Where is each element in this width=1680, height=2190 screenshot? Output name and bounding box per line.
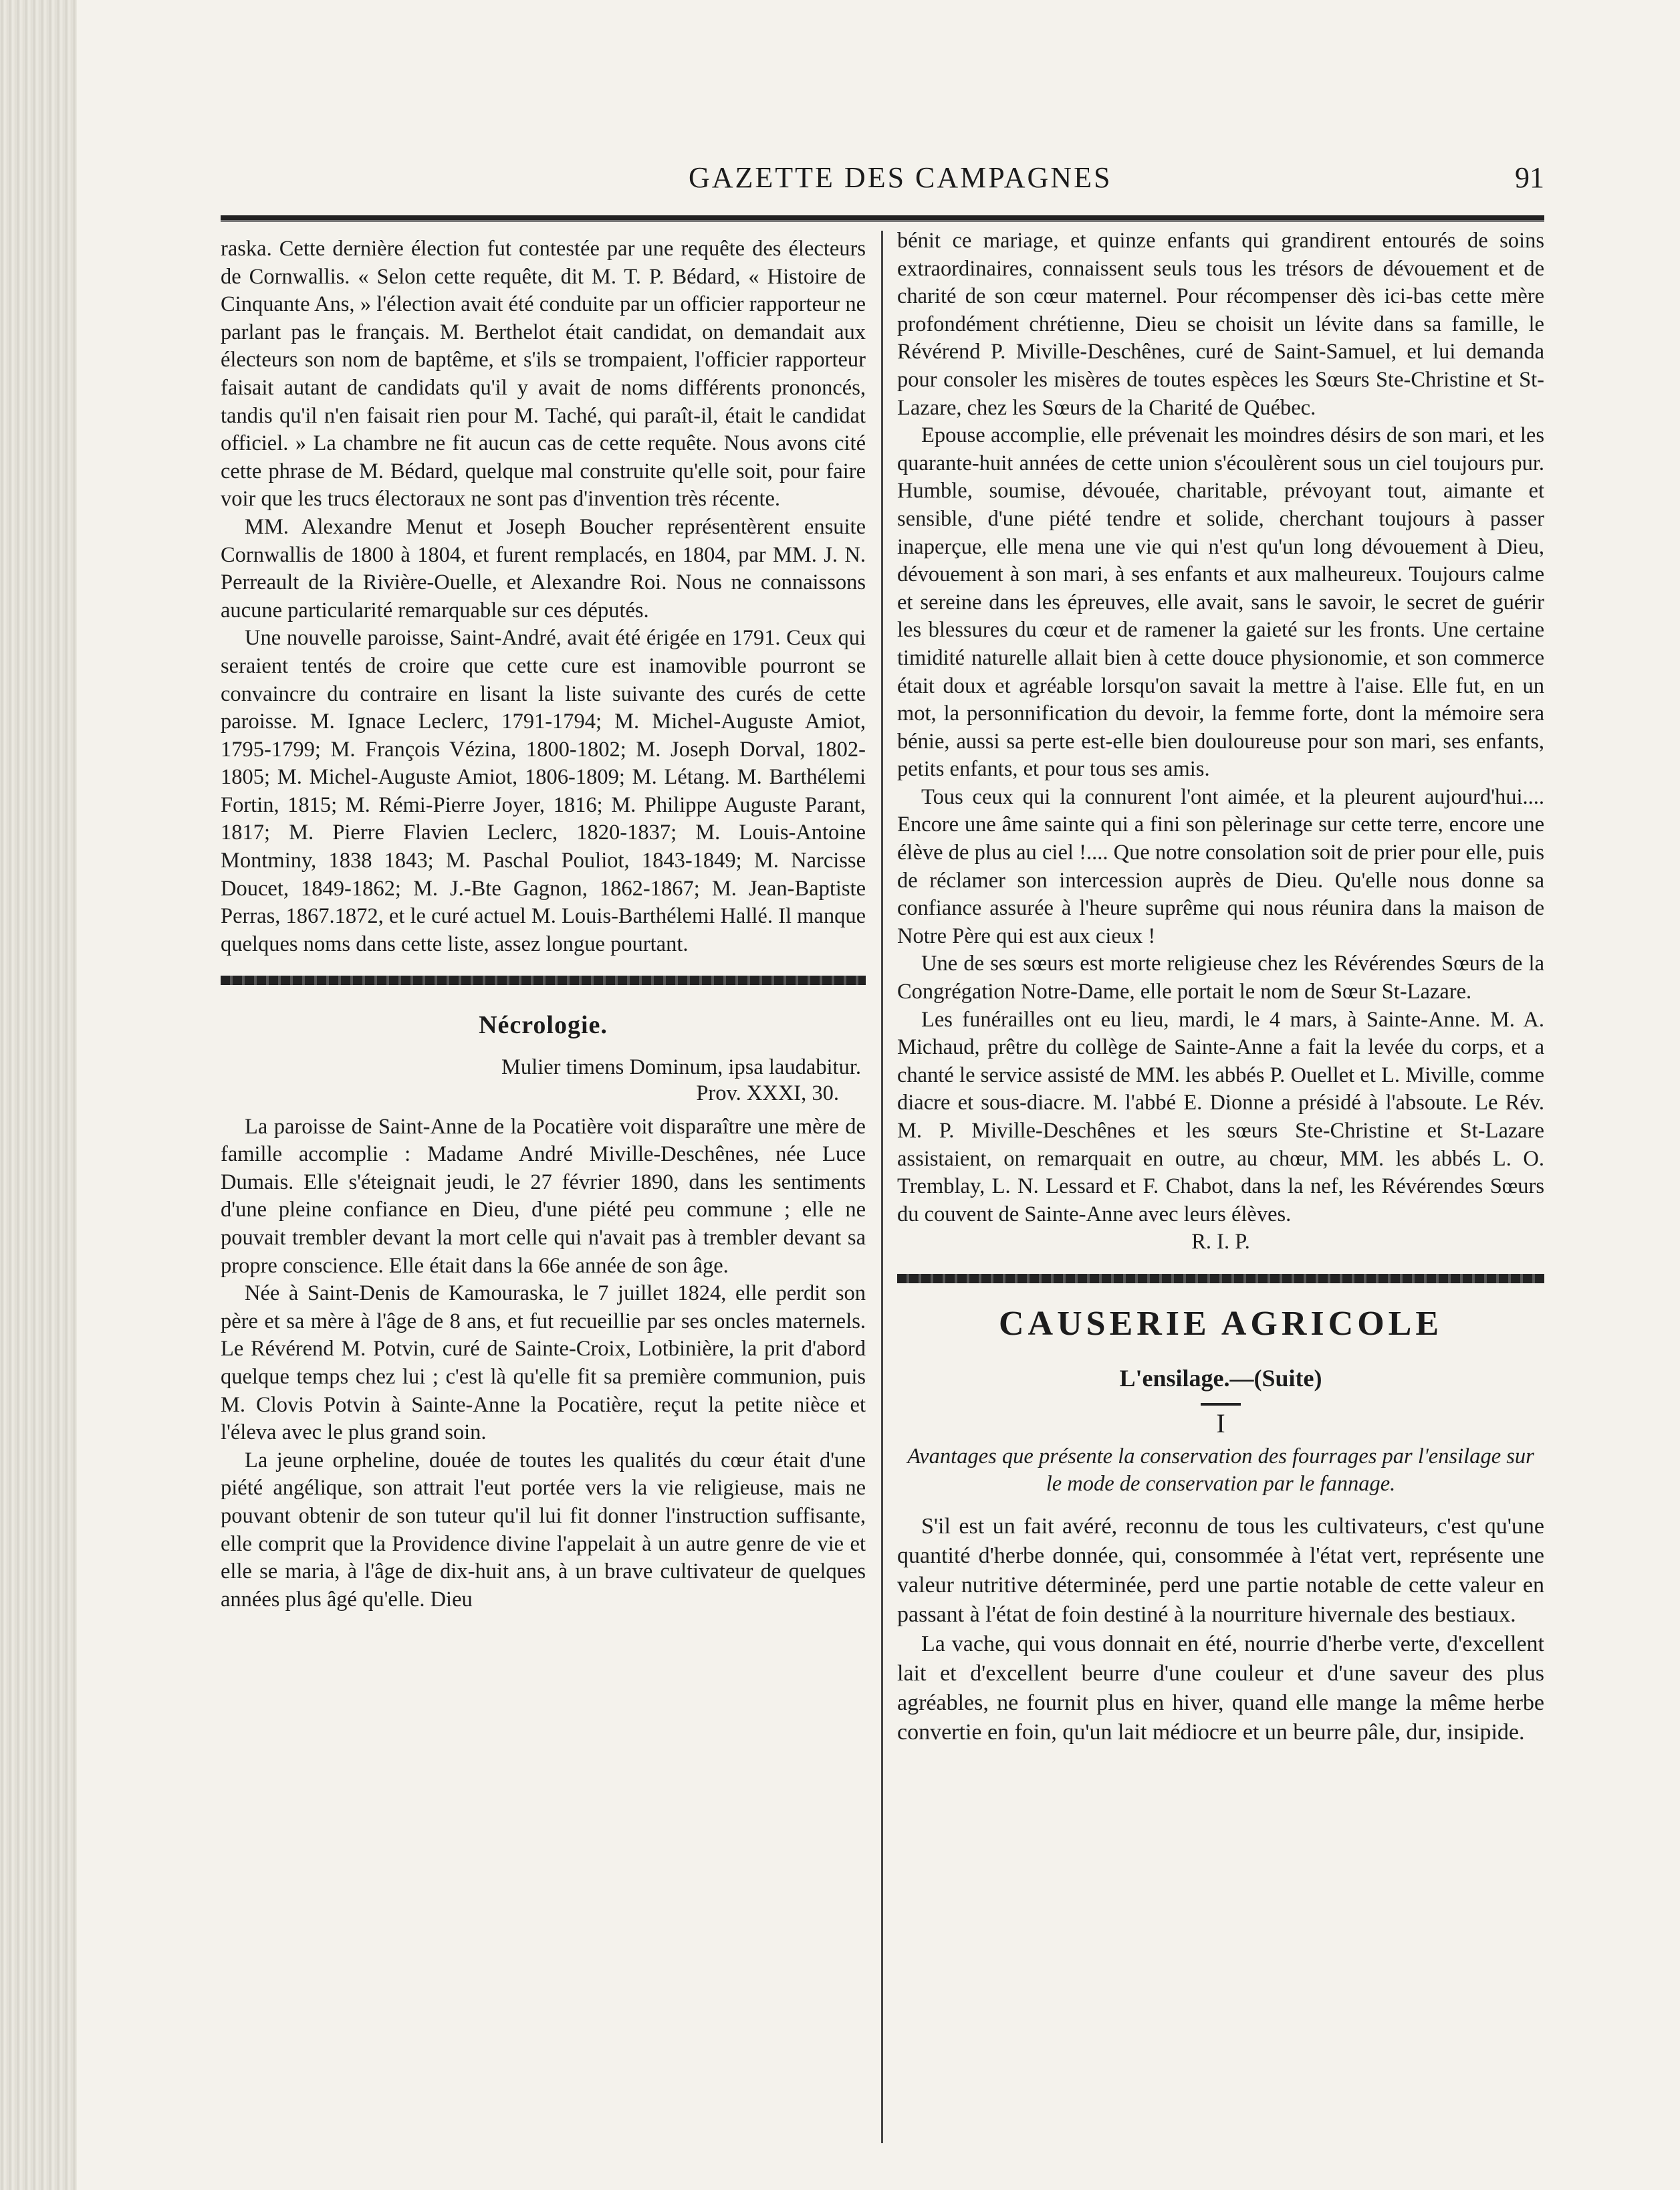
header-rule <box>221 215 1544 222</box>
epigraph-reference: Prov. XXXI, 30. <box>696 1081 839 1106</box>
paragraph: La vache, qui vous donnait en été, nourrie d'herbe verte, d'excellent lait et d'excellent beurre d'une couleur et d'une saveur des plus agréables, ne fournit plus en hiver, quand elle mange la même herbe convertie en foin, qu'un lait médiocre et un beurre pâle, dur, insipide. <box>897 1631 1544 1745</box>
right-column <box>897 227 1544 1747</box>
subtitle-dash <box>1201 1403 1241 1406</box>
binding-edge <box>0 0 77 2190</box>
left-column <box>221 235 866 1614</box>
epigraph: Mulier timens Dominum, ipsa laudabitur. <box>501 1055 861 1080</box>
section-number: I <box>1216 1408 1225 1439</box>
paragraph: Tous ceux qui la connurent l'ont aimée, et la pleurent aujourd'hui.... Encore une âme sainte qui a fini son pèlerinage sur cette terre, encore une élève de plus au ciel !.... Que notre consolation soit de prier pour elle, puis de réclamer son intercession auprès de Dieu. Qu'elle nous donne sa confiance assurée à l'heure suprême qui nous réunira dans la maison de Notre Père qui est aux cieux ! <box>897 784 1544 948</box>
section-separator <box>897 1274 1544 1283</box>
paragraph: La jeune orpheline, douée de toutes les qualités du cœur était d'une piété angélique, son attrait l'eut portée vers la vie religieuse, mais ne pouvant obtenir de son tuteur qu'il lui fit donner l'instruction suffisante, elle comprit que la Providence divine l'appelait à un autre genre de vie et elle se maria, à l'âge de dix-huit ans, à un brave cultivateur de quelques années plus âgé qu'elle. Dieu <box>221 1448 866 1612</box>
publication-title: GAZETTE DES CAMPAGNES <box>689 161 1112 194</box>
paragraph: Une nouvelle paroisse, Saint-André, avait été érigée en 1791. Ceux qui seraient tentés de croire que cette cure est inamovible pourront se convaincre du contraire en lisant la liste suivante des curés de cette paroisse. M. Ignace Leclerc, 1791-1794; M. Michel-Auguste Amiot, 1795-1799; M. François Vézina, 1800-1802; M. Joseph Dorval, 1802-1805; M. Michel-Auguste Amiot, 1806-1809; M. Létang. M. Barthélemi Fortin, 1815; M. Rémi-Pierre Joyer, 1816; M. Philippe Auguste Parant, 1817; M. Pierre Flavien Leclerc, 1820-1837; M. Louis-Antoine Montminy, 1838 1843; M. Paschal Pouliot, 1843-1849; M. Narcisse Doucet, 1849-1862; M. J.-Bte Gagnon, 1862-1867; M. Jean-Baptiste Perras, 1867.1872, et le curé actuel M. Louis-Barthélemi Hallé. Il manque quelques noms dans cette liste, assez longue pourtant. <box>221 626 866 956</box>
paragraph: S'il est un fait avéré, reconnu de tous les cultivateurs, c'est qu'une quantité d'herbe donnée, qui, consommée à l'état vert, représente une valeur nutritive déterminée, perd une partie notable de cette valeur en passant à l'état de foin destiné à la nourriture hivernale des bestiaux. <box>897 1513 1544 1627</box>
paragraph: Les funérailles ont eu lieu, mardi, le 4 mars, à Sainte-Anne. M. A. Michaud, prêtre du collège de Sainte-Anne a fait la levée du corps, et a chanté le service assisté de MM. les abbés P. Ouellet et L. Miville, comme diacre et sous-diacre. M. l'abbé E. Dionne a présidé à l'absoute. Le Rév. M. P. Miville-Deschênes et les sœurs Ste-Christine et St-Lazare assistaient, on remarquait en outre, au chœur, MM. les abbés L. O. Tremblay, L. N. Lessard et F. Chabot, dans la nef, les Révérendes Sœurs du couvent de Sainte-Anne avec leurs élèves. <box>897 1007 1544 1226</box>
page-number: 91 <box>1515 161 1544 194</box>
paragraph: Une de ses sœurs est morte religieuse chez les Révérendes Sœurs de la Congrégation Notre-Dame, elle portait le nom de Sœur St-Lazare. <box>897 952 1544 1004</box>
paragraph: MM. Alexandre Menut et Joseph Boucher représentèrent ensuite Cornwallis de 1800 à 1804, et furent remplacés, en 1804, par MM. J. N. Perreault de la Rivière-Ouelle, et Alexandre Roi. Nous ne connaissons aucune particularité remarquable sur ces députés. <box>221 514 866 623</box>
section-separator <box>221 976 866 985</box>
column-divider <box>881 231 883 2143</box>
paragraph: raska. Cette dernière élection fut contestée par une requête des électeurs de Cornwallis. « Selon cette requête, dit M. T. P. Bédard, « Histoire de Cinquante Ans, » l'élection avait été conduite par un officier rapporteur ne parlant pas le français. M. Berthelot était candidat, on demandait aux électeurs son nom de baptême, et s'ils se trompaient, l'officier rapporteur faisait autant de candidats qu'il y avait de noms différents prononcés, tandis qu'il n'en faisait rien pour M. Taché, qui paraît-il, était le candidat officiel. » La chambre ne fit aucun cas de cette requête. Nous avons cité cette phrase de M. Bédard, quelque mal construite qu'elle soit, pour faire voir que les trucs électoraux ne sont pas d'invention très récente. <box>221 237 866 512</box>
paragraph: Epouse accomplie, elle prévenait les moindres désirs de son mari, et les quarante-huit années de cette union s'écoulèrent sous un ciel toujours pur. Humble, soumise, dévouée, charitable, prévoyant tout, aimante et sensible, d'une piété tendre et solide, cherchant toujours à passer inaperçue, elle mena une vie qui n'est qu'un long dévouement à Dieu, dévouement à son mari, à ses enfants et aux malheureux. Toujours calme et sereine dans les épreuves, elle avait, sans le savoir, le secret de guérir les blessures du cœur et de ramener la gaieté sur les fronts. Une certaine timidité naturelle allait bien à cette douce physionomie, et son commerce était doux et agréable lorsqu'on savait la mettre à l'aise. Elle fut, en un mot, la personnification du devoir, la femme forte, dont la mémoire sera bénie, aussi sa perte est-elle bien douloureuse pour son mari, ses enfants, petits enfants, et pour tous ses amis. <box>897 423 1544 782</box>
page-header <box>221 160 1544 201</box>
paragraph: bénit ce mariage, et quinze enfants qui grandirent entourés de soins extraordinaires, connaissent seuls tous les trésors de dévouement et de charité de son cœur maternel. Pour récompenser dès ici-bas cette mère profondément chrétienne, Dieu se choisit un lévite dans sa famille, le Révérend P. Miville-Deschênes, curé de Saint-Samuel, et lui demanda pour consoler les misères de toutes espèces les Sœurs Ste-Christine et St-Lazare, chez les Sœurs de la Charité de Québec. <box>897 229 1544 420</box>
necrologie-heading: Nécrologie. <box>479 1011 608 1040</box>
italic-heading: Avantages que présente la conservation des fourrages par l'ensilage sur le mode de conservation par le fannage. <box>907 1444 1534 1497</box>
paragraph: La paroisse de Saint-Anne de la Pocatière voit disparaître une mère de famille accomplie : Madame André Miville-Deschênes, née Luce Dumais. Elle s'éteignait jeudi, le 27 février 1890, dans les sentiments d'une pleine confiance en Dieu, d'une piété peu commune ; elle ne pouvait trembler devant la mort celle qui n'avait pas à trembler devant sa propre conscience. Elle était dans la 66e année de son âge. <box>221 1114 866 1278</box>
rip-signoff: R. I. P. <box>1191 1230 1250 1254</box>
causerie-subtitle: L'ensilage.—(Suite) <box>1119 1364 1322 1392</box>
paragraph: Née à Saint-Denis de Kamouraska, le 7 juillet 1824, elle perdit son père et sa mère à l'âge de 8 ans, et fut recueillie par ses oncles maternels. Le Révérend M. Potvin, curé de Sainte-Croix, Lotbinière, la prit d'abord quelque temps chez lui ; c'est là qu'elle fit sa première communion, puis M. Clovis Potvin à Sainte-Anne la Pocatière, reçut la petite nièce et l'éleva avec le plus grand soin. <box>221 1281 866 1445</box>
causerie-title: CAUSERIE AGRICOLE <box>998 1304 1443 1343</box>
